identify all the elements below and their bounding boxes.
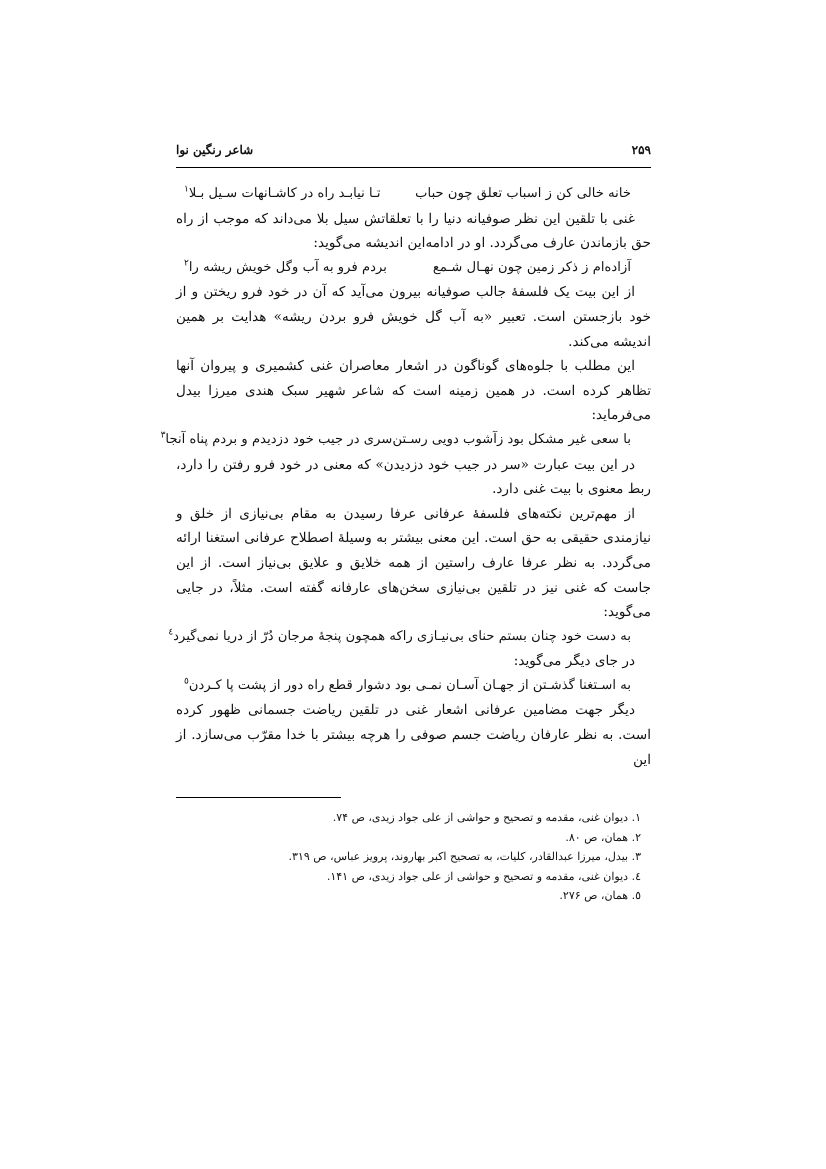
footnote: ۱. دیوان غنی، مقدمه و تصحیح و حواشی از علی جواد زیدی، ص ۷۴. — [332, 811, 641, 824]
hemistich-right: به اسـتغنا گذشـتن از جهـان آسـان نمـی — [415, 677, 631, 693]
footnote-marker: ۳ — [160, 430, 166, 441]
hemistich-left: سری در جیب خود دزدیدم و بردم پناه آنجا$^۳$ — [160, 430, 393, 447]
footnote-marker: ٥ — [184, 676, 189, 687]
footnote-marker: ۱ — [184, 184, 189, 195]
verse — [160, 428, 651, 453]
hemistich-left: بردم فرو به آب وگل خویش ریشه را$^۲$ — [184, 258, 387, 275]
paragraph: از مهم‌ترین نکته‌های فلسفهٔ عرفانی عرفا رسیدن به مقام بی‌نیازی از خلق و نیازمندی حقیقی به حق است. این معنی بیشتر به وسیلهٔ اصطلاح عرفانی استغنا ارائه می‌گردد. به نظر عرفا عارف راستین از همه خلایق و علایق بی‌نیاز است. از این جاست که غنی نیز در تلقین بی‌نیازی سخن‌های عارفانه گفته است. مثلاً، در جایی می‌گوید: — [176, 505, 651, 621]
hemistich-right: با سعی غیر مشکل بود زآشوب دویی رسـتن — [392, 431, 631, 447]
main-text — [160, 182, 651, 772]
paragraph: غنی با تلقین این نظر صوفیانه دنیا را با تعلقاتش سیل بلا می‌داند که موجب از راه حق بازماندن عارف می‌گردد. او در ادامه‌این اندیشه می‌گوید: — [176, 210, 651, 252]
hemistich-right: آزاده‌ام ز ذکر زمین چون نهـال شـمع — [432, 259, 631, 275]
footnote: ۳. بیدل، میرزا عبدالقادر، کلیات، به تصحیح اکبر بهاروند، پرویز عباس، ص ۳۱۹. — [288, 850, 641, 864]
paragraph: از این بیت یک فلسفهٔ جالب صوفیانه بیرون می‌آید که آن در خود فرو ریختن و از خود بازجستن است. تعبیر «به آب گل خویش فرو بردن ریشه» هدایت بر همین اندیشه می‌کند. — [176, 284, 651, 350]
footnote-marker: ٤ — [168, 627, 174, 638]
verse — [168, 625, 651, 650]
hemistich-left: بود دشوار قطع راه دور از پشت پا کـردن$^٥$ — [184, 676, 412, 693]
hemistich-left: تـا نیابـد راه در کاشـانهات سـیل بـلا$^۱$ — [184, 184, 381, 201]
hemistich-right: خانه خالی کن ز اسباب تعلق چون حباب — [415, 186, 631, 201]
footnote-marker: ۲ — [184, 258, 189, 269]
page-number: ۲۵۹ — [631, 143, 651, 157]
header-rule — [176, 167, 651, 168]
hemistich-right: به دست خود چنان بستم حنای بی‌نیـازی را — [402, 628, 631, 644]
hemistich-left: که همچون پنجهٔ مرجان دُرّ از دریا نمی‌گیرد$^٤$ — [168, 627, 403, 644]
footnotes — [176, 808, 651, 906]
footnote: ٥. همان، ص ۲۷۶. — [559, 889, 641, 903]
paragraph: در جای دیگر می‌گوید: — [513, 653, 635, 670]
footnote: ٤. دیوان غنی، مقدمه و تصحیح و حواشی از علی جواد زیدی، ص ۱۴۱. — [326, 869, 641, 883]
paragraph: این مطلب با جلوه‌های گوناگون در اشعار معاصران غنی کشمیری و پیروان آنها تظاهر کرده است. در همین زمینه است که شاعر شهیر سبک هندی میرزا بیدل می‌فرماید: — [176, 358, 651, 424]
footnote: ۲. همان، ص ۸۰. — [565, 830, 641, 844]
paragraph: دیگر جهت مضامین عرفانی اشعار غنی در تلقین ریاضت جسمانی ظهور کرده است. به نظر عارفان ریاضت جسم صوفی را هرچه بیشتر با خدا مقرّب می‌سازد. از این — [176, 702, 651, 768]
verse — [176, 182, 651, 207]
running-title: شاعر رنگین نوا — [176, 143, 254, 157]
verse — [176, 674, 651, 699]
paragraph: در این بیت عبارت «سر در جیب خود دزدیدن» که معنی در خود فرو رفتن را دارد، ربط معنوی با بیت غنی دارد. — [176, 456, 651, 498]
verse — [176, 256, 651, 281]
running-header — [176, 143, 651, 165]
footnote-rule — [176, 797, 341, 798]
